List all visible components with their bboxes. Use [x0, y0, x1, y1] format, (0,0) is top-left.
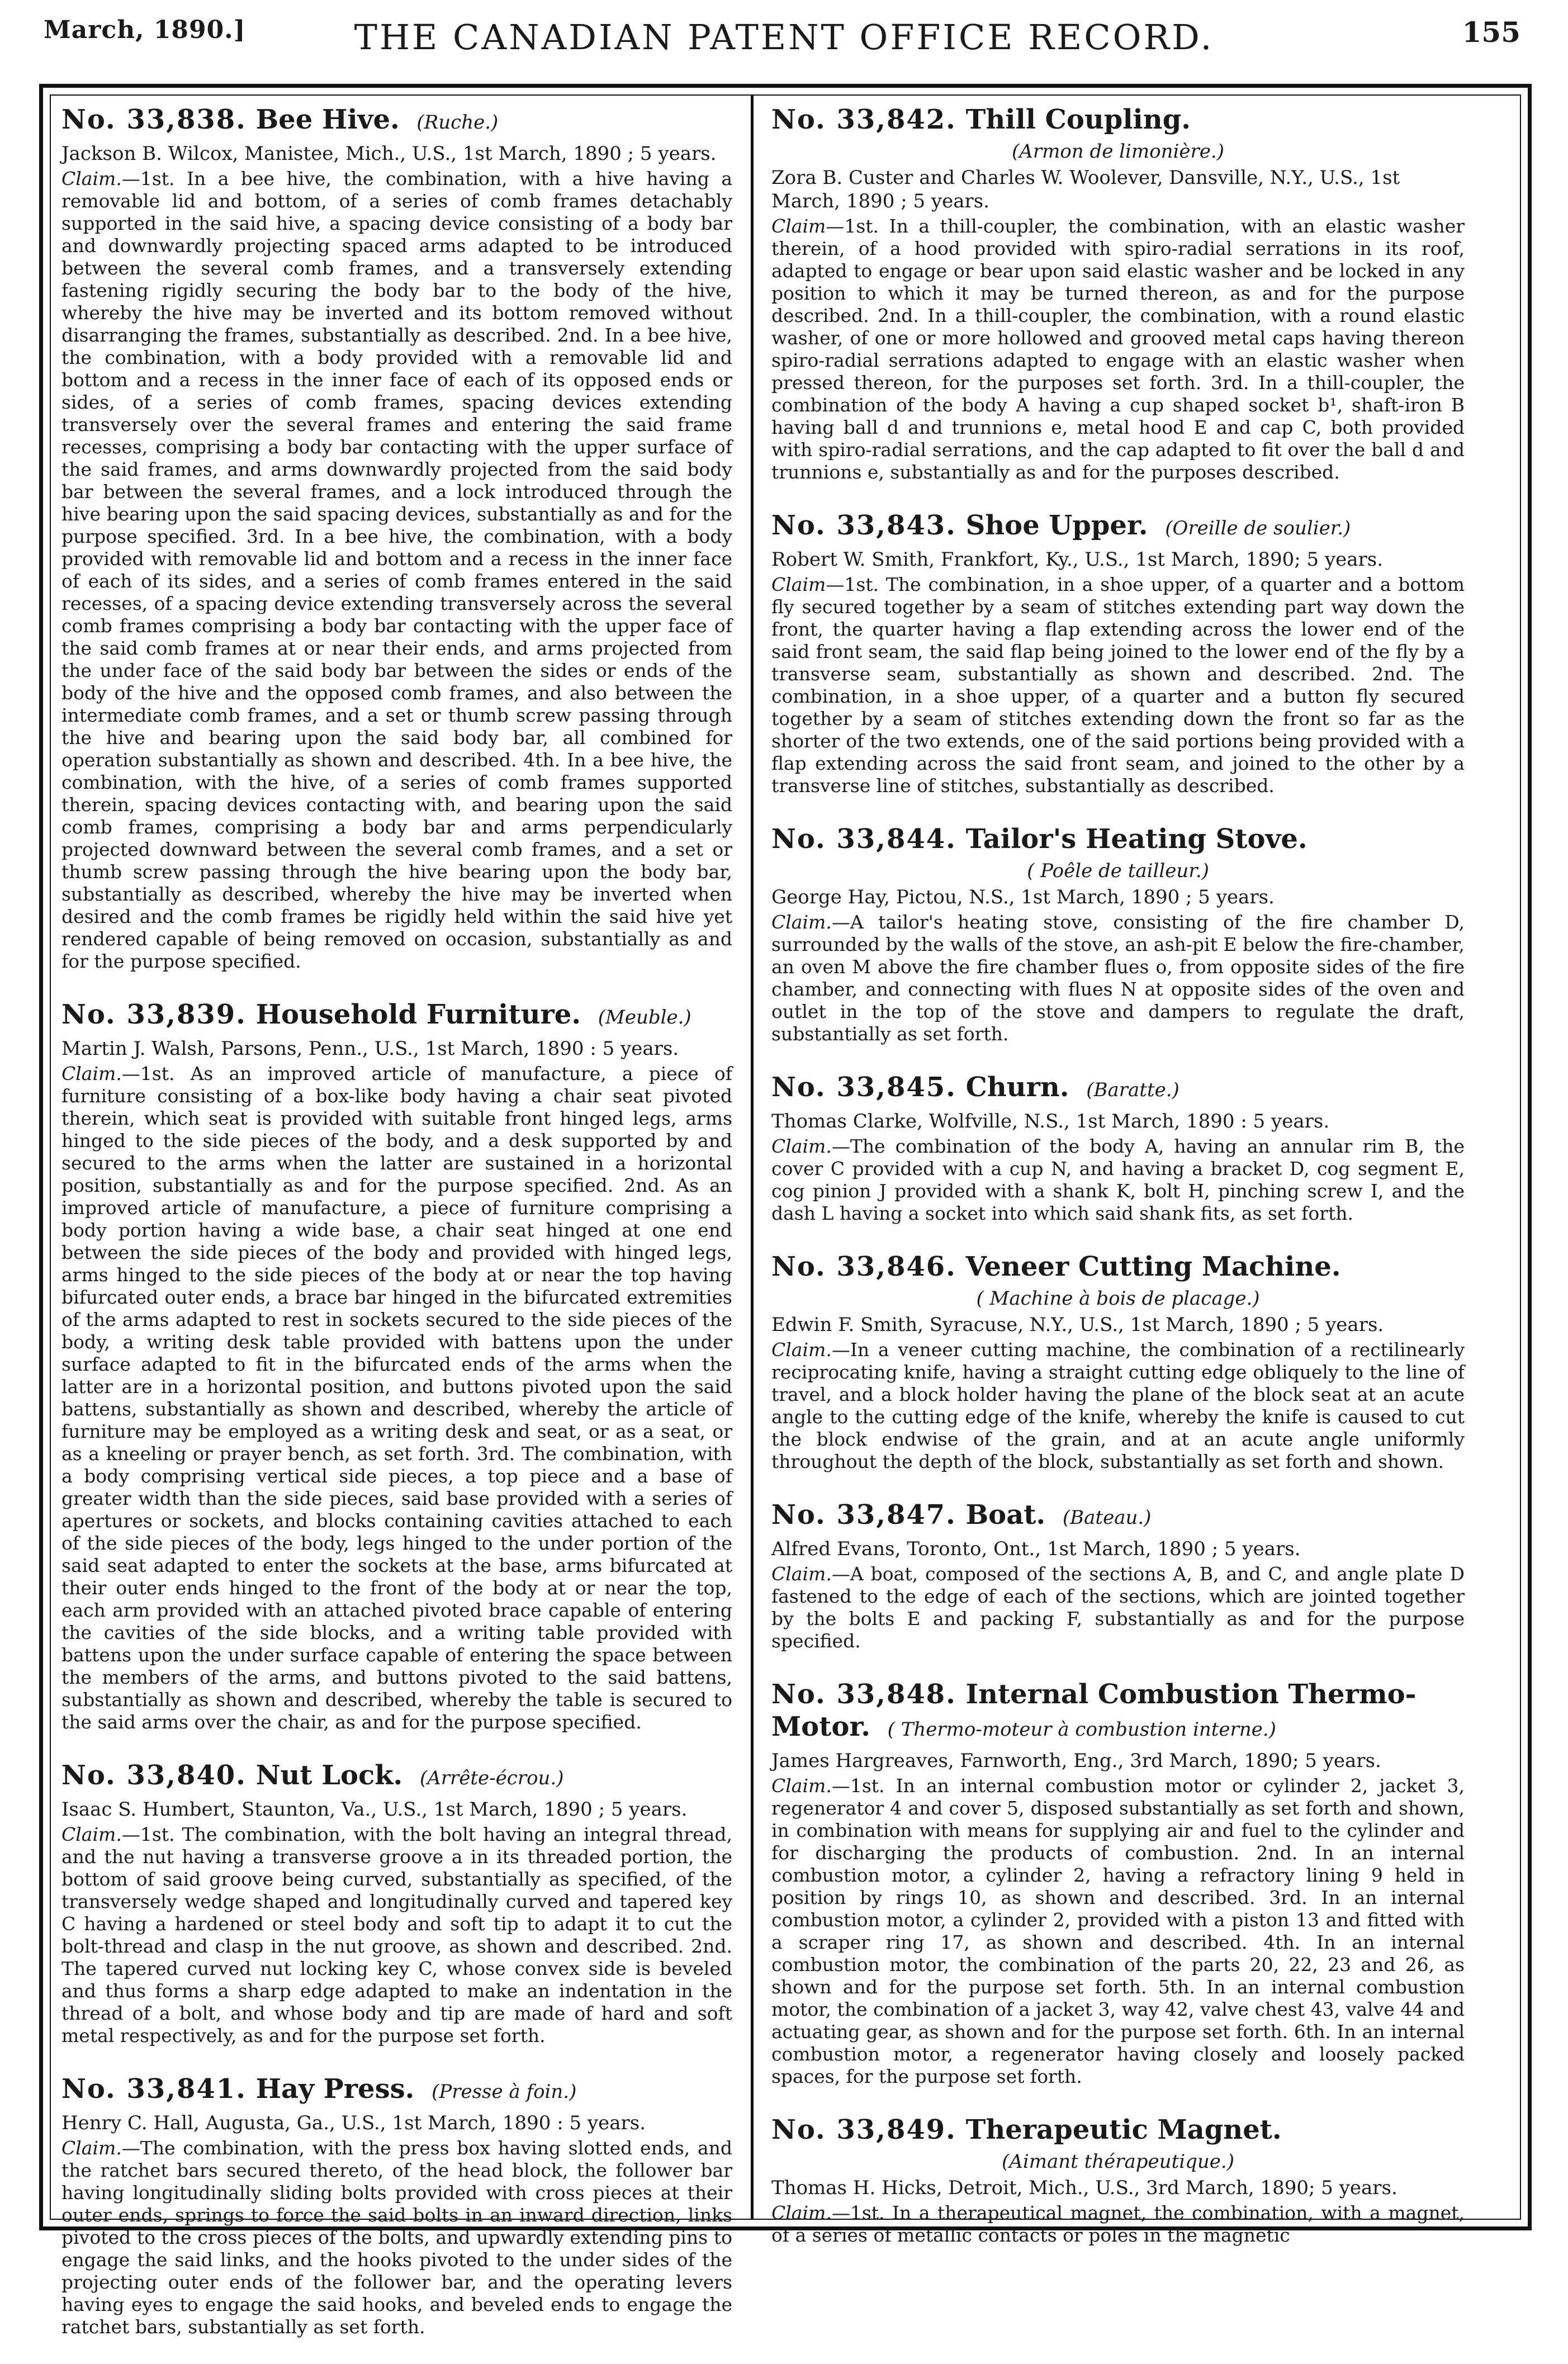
claim-text: —1st. In a therapeutical magnet, the combination, with a magnet, of a series of metallic contacts or poles in the magnetic — [771, 2202, 1465, 2246]
patent-inventor: James Hargreaves, Farnworth, Eng., 3rd March, 1890; 5 years. — [771, 1750, 1381, 1772]
claim-label: Claim — [771, 215, 826, 237]
patent-heading — [771, 823, 1465, 855]
patent-french-title: (Oreille de soulier.) — [1165, 517, 1351, 539]
patent-heading — [771, 1678, 1465, 1746]
patent-inventor: Zora B. Custer and Charles W. Woolever, Dansville, N.Y., U.S., 1st March, 1890 ; 5 years. — [771, 167, 1400, 212]
patent-title: Household Furniture. — [255, 999, 581, 1030]
patent-claim — [771, 574, 1465, 797]
patent-entry — [61, 998, 732, 1733]
patent-french-title: (Ruche.) — [416, 111, 499, 134]
patent-french-title: (Arrête-écrou.) — [419, 1767, 564, 1789]
patent-claim — [771, 215, 1465, 484]
patent-french-title: ( Poêle de tailleur.) — [1027, 860, 1209, 882]
patent-inventor: George Hay, Pictou, N.S., 1st March, 1890 ; 5 years. — [771, 886, 1275, 908]
patent-inventor: Alfred Evans, Toronto, Ont., 1st March, 1890 ; 5 years. — [771, 1538, 1301, 1560]
patent-entry — [771, 1071, 1465, 1225]
patent-title: Thill Coupling. — [965, 104, 1191, 135]
claim-text: —1st. The combination, in a shoe upper, of a quarter and a bottom fly secured together by a seam of stitches extending part way down the front, the quarter having a flap extending across the lower end of the said front seam, the said flap being joined to the lower end of the fly by a transverse seam, substantially as shown and described. 2nd. The combination, in a shoe upper, of a quarter and a button fly secured together by a seam of stitches extending down the front so far as the shorter of the two extends, one of the said portions being provided with a flap extending across the said front seam, and joined to the other by a transverse line of stitches, substantially as described. — [771, 574, 1465, 797]
patent-claim — [61, 2137, 732, 2338]
column-divider — [751, 95, 754, 2219]
patent-number: No. 33,843. — [771, 510, 956, 541]
patent-entry — [771, 1678, 1465, 2088]
patent-claim — [61, 1063, 732, 1733]
patent-entry — [771, 1499, 1465, 1652]
patent-number: No. 33,846. — [771, 1251, 956, 1282]
patent-title: Bee Hive. — [255, 104, 400, 135]
patent-title: Hay Press. — [255, 2073, 415, 2105]
patent-inventor: Jackson B. Wilcox, Manistee, Mich., U.S., 1st March, 1890 ; 5 years. — [61, 143, 717, 165]
patent-entry — [771, 823, 1465, 1045]
patent-number: No. 33,849. — [771, 2114, 956, 2145]
patent-title: Nut Lock. — [255, 1760, 403, 1791]
patent-claim — [771, 1135, 1465, 1225]
claim-label: Claim. — [771, 2202, 832, 2224]
claim-text: —1st. In an internal combustion motor or cylinder 2, jacket 3, regenerator 4 and cover 5, disposed substantially as set forth and shown, in combination with means for supplying air and fuel to the cylinder and for discharging the products of combustion. 2nd. In an internal combustion motor, a cylinder 2, having a refractory lining 9 held in position by rings 10, as shown and described. 3rd. In an internal combustion motor, a cylinder 2, provided with a piston 13 and fitted with a scraper ring 17, as shown and described. 4th. In an internal combustion motor, the combination of the parts 20, 22, 23 and 26, as shown and for the purpose set forth. 5th. In an internal combustion motor, the combination of a jacket 3, way 42, valve chest 43, valve 44 and actuating gear, as shown and for the purpose set forth. 6th. In an internal combustion motor, a regenerator having closely and loosely packed spaces, for the purpose set forth. — [771, 1775, 1465, 2087]
publication-title: THE CANADIAN PATENT OFFICE RECORD. — [354, 17, 1214, 58]
patent-claim — [771, 911, 1465, 1045]
patent-heading — [771, 2114, 1465, 2146]
patent-heading — [771, 1499, 1465, 1534]
patent-title: Internal Combustion Thermo-Motor. — [771, 1679, 1417, 1742]
claim-label: Claim. — [771, 1339, 832, 1361]
patent-inventor: Martin J. Walsh, Parsons, Penn., U.S., 1st March, 1890 : 5 years. — [61, 1037, 679, 1060]
patent-title: Boat. — [965, 1499, 1046, 1531]
patent-inventor: Thomas Clarke, Wolfville, N.S., 1st March, 1890 : 5 years. — [771, 1110, 1330, 1133]
patent-heading — [61, 2073, 732, 2108]
claim-label: Claim. — [61, 1823, 122, 1845]
patent-claim — [61, 168, 732, 973]
left-column — [61, 103, 732, 2364]
patent-french-title: (Aimant thérapeutique.) — [1002, 2150, 1234, 2173]
patent-title: Therapeutic Magnet. — [965, 2114, 1282, 2145]
patent-entry — [771, 2114, 1465, 2247]
patent-number: No. 33,848. — [771, 1679, 956, 1710]
patent-inventor: Henry C. Hall, Augusta, Ga., U.S., 1st March, 1890 : 5 years. — [61, 2112, 646, 2134]
claim-text: —A tailor's heating stove, consisting of the fire chamber D, surrounded by the walls of the stove, an ash-pit E below the fire-chamber, an oven M above the fire chamber flues o, from opposite sides of the fire chamber, and connecting with flues N at opposite sides of the oven and outlet in the top of the stove and dampers to regulate the draft, substantially as set forth. — [771, 911, 1465, 1045]
claim-text: —1st. The combination, with the bolt having an integral thread, and the nut having a transverse groove a in its threaded portion, the bottom of said groove being curved, substantially as specified, of the transversely wedge shaped and longitudinally curved and tapered key C having a hardened or steel body and soft tip to adapt it to cut the bolt-thread and clasp in the nut groove, as shown and described. 2nd. The tapered curved nut locking key C, whose convex side is beveled and thus forms a sharp edge adapted to make an indentation in the thread of a bolt, and whose body and tip are made of hard and soft metal respectively, as and for the purpose set forth. — [61, 1823, 732, 2046]
patent-number: No. 33,847. — [771, 1499, 956, 1531]
patent-entry — [771, 103, 1465, 484]
patent-heading — [771, 103, 1465, 136]
claim-label: Claim. — [771, 911, 832, 933]
patent-title: Veneer Cutting Machine. — [965, 1251, 1341, 1282]
patent-title: Tailor's Heating Stove. — [965, 823, 1308, 855]
claim-label: Claim. — [61, 168, 122, 190]
patent-title: Churn. — [965, 1072, 1069, 1103]
page-header — [0, 0, 1568, 78]
patent-inventor: Isaac S. Humbert, Staunton, Va., U.S., 1st March, 1890 ; 5 years. — [61, 1798, 688, 1821]
patent-inventor: Thomas H. Hicks, Detroit, Mich., U.S., 3rd March, 1890; 5 years. — [771, 2177, 1398, 2199]
claim-text: —In a veneer cutting machine, the combination of a rectilinearly reciprocating knife, having a straight cutting edge obliquely to the line of travel, and a block holder having the plane of the block seat at an acute angle to the cutting edge of the knife, whereby the knife is caused to cut the block endwise of the grain, and at an acute angle uniformly throughout the depth of the block, substantially as set forth and shown. — [771, 1339, 1465, 1472]
issue-date: March, 1890.] — [44, 16, 246, 44]
claim-text: —1st. In a bee hive, the combination, with a hive having a removable lid and bottom, of a series of comb frames detachably supported in the said hive, a spacing device consisting of a body bar and downwardly projecting spaced arms adapted to be introduced between the several comb frames, and a transversely extending fastening rigidly securing the body bar to the body of the hive, whereby the hive may be inverted and its bottom removed without disarranging the frames, substantially as described. 2nd. In a bee hive, the combination, with a body provided with a removable lid and bottom and a recess in the inner face of each of its opposed ends or sides, of a series of comb frames, spacing devices extending transversely over the several frames and entering the said frame recesses, comprising a body bar contacting with the upper surface of the said frames, and arms downwardly projected from the said body bar between the several frames, and a lock introduced through the hive bearing upon the said spacing devices, substantially as and for the purpose specified. 3rd. In a bee hive, the combination, with a body provided with removable lid and bottom and a recess in the inner face of each of its sides, and a series of comb frames entered in the said recesses, of a spacing device extending transversely across the several comb frames comprising a body bar contacting with the upper face of the said comb frames at or near their ends, and arms projected from the under face of the said body bar between the sides or ends of the body of the hive and the opposed comb frames, and also between the intermediate comb frames, and a set or thumb screw passing through the hive and bearing upon the said body bar, all combined for operation substantially as shown and described. 4th. In a bee hive, the combination, with the hive, of a series of comb frames supported therein, spacing devices contacting with, and bearing upon the said comb frames, comprising a body bar and arms perpendicularly projected downward between the several comb frames, and a set or thumb screw passing through the hive bearing upon the body bar, substantially as described, whereby the hive may be inverted when desired and the comb frames be rigidly held within the said hive yet rendered capable of being removed on occasion, substantially as and for the purpose specified. — [61, 168, 732, 972]
patent-number: No. 33,844. — [771, 823, 956, 855]
patent-claim — [771, 1339, 1465, 1473]
patent-number: No. 33,841. — [61, 2073, 247, 2105]
patent-entry — [61, 103, 732, 973]
patent-french-title: (Armon de limonière.) — [1012, 140, 1224, 163]
claim-text: —A boat, composed of the sections A, B, and C, and angle plate D fastened to the edge of each of the sections, which are jointed together by the bolts E and packing F, substantially as and for the purpose specified. — [771, 1563, 1465, 1652]
patent-number: No. 33,838. — [61, 104, 247, 135]
patent-inventor: Edwin F. Smith, Syracuse, N.Y., U.S., 1st March, 1890 ; 5 years. — [771, 1314, 1384, 1336]
patent-french-title: (Bateau.) — [1062, 1506, 1152, 1529]
page-number: 155 — [1462, 16, 1520, 49]
right-column — [771, 103, 1465, 2272]
patent-french-title: (Presse à foin.) — [432, 2081, 577, 2103]
patent-claim — [771, 1563, 1465, 1652]
patent-french-title: (Meuble.) — [598, 1006, 691, 1029]
patent-claim — [771, 2202, 1465, 2247]
claim-text: —1st. In a thill-coupler, the combination, with an elastic washer therein, of a hood provided with spiro-radial serrations in its roof, adapted to engage or bear upon said elastic washer and be locked in any position to which it may be turned thereon, as and for the purpose described. 2nd. In a thill-coupler, the combination, with a round elastic washer, of one or more hollowed and grooved metal caps having thereon spiro-radial serrations adapted to engage with an elastic washer when pressed thereon, for the purposes set forth. 3rd. In a thill-coupler, the combination of the body A having a cup shaped socket b¹, shaft-iron B having ball d and trunnions e, metal hood E and cap C, both provided with spiro-radial serrations, and the cap adapted to fit over the ball d and trunnions e, substantially as and for the purposes described. — [771, 215, 1465, 483]
patent-claim — [771, 1775, 1465, 2088]
patent-entry — [61, 2073, 732, 2338]
patent-number: No. 33,839. — [61, 999, 247, 1030]
patent-claim — [61, 1823, 732, 2047]
claim-label: Claim. — [771, 1563, 832, 1585]
patent-heading — [61, 998, 732, 1034]
patent-entry — [771, 509, 1465, 797]
patent-number: No. 33,840. — [61, 1760, 247, 1791]
claim-label: Claim. — [61, 1063, 122, 1084]
patent-entry — [61, 1759, 732, 2047]
claim-text: —The combination, with the press box having slotted ends, and the ratchet bars secured thereto, of the head block, the follower bar having longitudinally sliding bolts provided with cross pieces at their outer ends, springs to force the said bolts in an inward direction, links pivoted to the cross pieces of the bolts, and upwardly extending pins to engage the said links, and the hooks pivoted to the under sides of the projecting outer ends of the follower bar, and the operating levers having eyes to engage the said hooks, and beveled ends to engage the ratchet bars, substantially as set forth. — [61, 2137, 732, 2338]
patent-heading — [61, 1759, 732, 1794]
patent-heading — [61, 103, 732, 139]
claim-label: Claim. — [61, 2137, 122, 2159]
claim-label: Claim. — [771, 1775, 832, 1797]
patent-heading — [771, 1071, 1465, 1106]
patent-inventor: Robert W. Smith, Frankfort, Ky., U.S., 1st March, 1890; 5 years. — [771, 548, 1384, 571]
patent-number: No. 33,842. — [771, 104, 956, 135]
claim-text: —1st. As an improved article of manufacture, a piece of furniture consisting of a box-like body having a chair seat pivoted therein, which seat is provided with suitable front hinged legs, arms hinged to the side pieces of the body, and a desk supported by and secured to the arms when the latter are sustained in a horizontal position, substantially as and for the purpose specified. 2nd. As an improved article of manufacture, a piece of furniture comprising a body portion having a wide base, a chair seat hinged at one end between the side pieces of the body and provided with hinged legs, arms hinged to the side pieces of the body at or near the top having bifurcated outer ends, a brace bar hinged in the bifurcated extremities of the arms adapted to rest in sockets secured to the side pieces of the body, a writing desk table provided with battens upon the under surface adapted to fit in the bifurcated ends of the arms when the latter are in a horizontal position, and buttons pivoted upon the said battens, substantially as shown and described, whereby the article of furniture may be employed as a writing desk and seat, or as a seat, or as a kneeling or prayer bench, as set forth. 3rd. The combination, with a body comprising vertical side pieces, a top piece and a base of greater width than the side pieces, said base provided with a series of apertures or sockets, and blocks containing cavities attached to each of the side pieces of the body, legs hinged to the under portion of the said seat adapted to enter the sockets at the base, arms bifurcated at their outer ends hinged to the front of the body at or near the top, each arm provided with an attached pivoted brace capable of entering the cavities of the side blocks, and a writing table provided with battens upon the under surface capable of entering the space between the members of the arms, and buttons pivoted to the said battens, substantially as shown and described, whereby the table is secured to the said arms over the chair, as and for the purpose specified. — [61, 1063, 732, 1733]
patent-number: No. 33,845. — [771, 1072, 956, 1103]
claim-label: Claim — [771, 574, 826, 595]
patent-heading — [771, 1250, 1465, 1283]
patent-entry — [771, 1250, 1465, 1473]
patent-french-title: (Baratte.) — [1086, 1079, 1179, 1101]
patent-heading — [771, 509, 1465, 544]
patent-title: Shoe Upper. — [965, 510, 1148, 541]
claim-text: —The combination of the body A, having an annular rim B, the cover C provided with a cup N, and having a bracket D, cog segment E, cog pinion J provided with a shank K, bolt H, pinching screw I, and the dash L having a socket into which said shank fits, as set forth. — [771, 1135, 1465, 1224]
patent-french-title: ( Machine à bois de placage.) — [976, 1287, 1260, 1310]
claim-label: Claim. — [771, 1135, 832, 1157]
patent-french-title: ( Thermo-moteur à combustion interne.) — [887, 1718, 1276, 1741]
